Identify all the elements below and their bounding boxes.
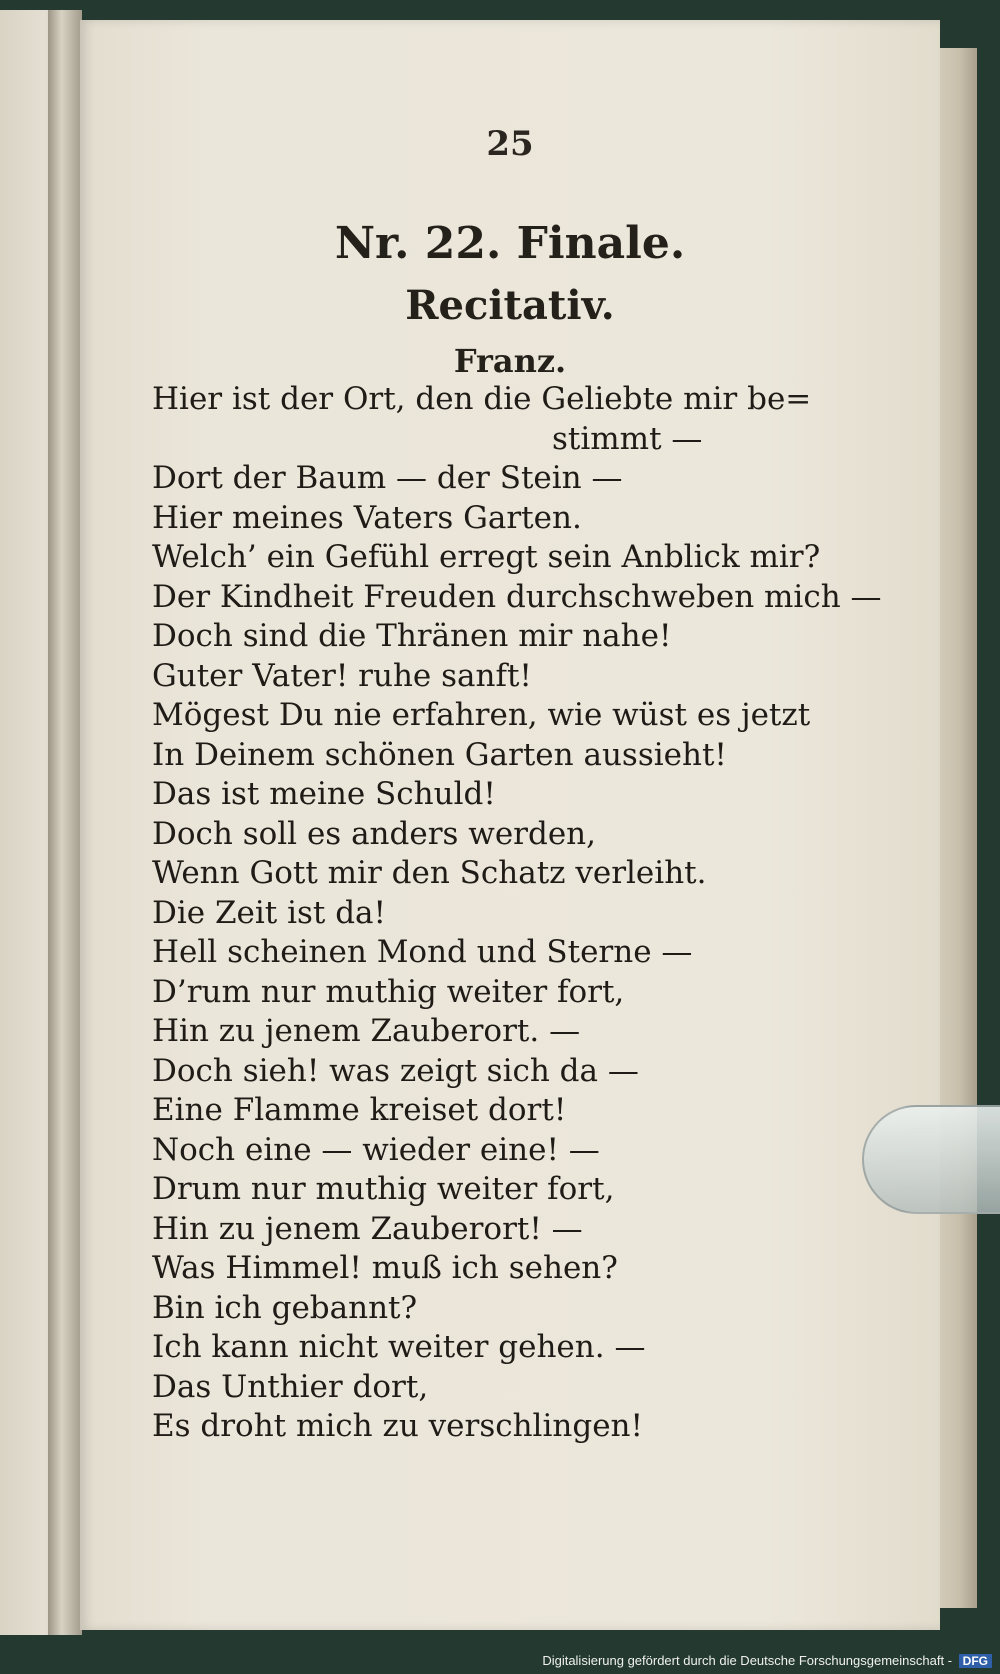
verse-line: Doch sieh! was zeigt sich da — <box>152 1052 639 1089</box>
verse-line: Hier ist der Ort, den die Geliebte mir be= <box>152 381 812 417</box>
verse-block <box>152 380 882 1447</box>
verse-line: D’rum nur muthig weiter fort, <box>152 973 625 1010</box>
section-title: Recitativ. <box>405 282 615 329</box>
verse-line: Hell scheinen Mond und Sterne — <box>152 934 693 970</box>
digitization-credit <box>542 1653 992 1668</box>
verse-line: Hin zu jenem Zauberort! — <box>152 1210 583 1247</box>
dfg-logo: DFG <box>959 1654 992 1668</box>
verse-line: Eine Flamme kreiset dort! <box>152 1092 567 1128</box>
verse-line: Wenn Gott mir den Schatz verleiht. <box>152 855 707 891</box>
book-gutter <box>48 10 82 1635</box>
verse-line: Drum nur muthig weiter fort, <box>152 1171 615 1207</box>
verse-line: Dort der Baum — der Stein — <box>152 460 623 496</box>
verse-line: Die Zeit ist da! <box>152 894 386 931</box>
verse-line: Hin zu jenem Zauberort. — <box>152 1013 581 1049</box>
verse-line: Was Himmel! muß ich sehen? <box>152 1250 618 1286</box>
verse-line: Noch eine — wieder eine! — <box>152 1131 600 1168</box>
credit-text: Digitalisierung gefördert durch die Deutsche Forschungsgemeinschaft - <box>542 1653 953 1668</box>
verse-line: Doch soll es anders werden, <box>152 815 596 852</box>
verse-line: Doch sind die Thränen mir nahe! <box>152 618 672 654</box>
verse-line: Welch’ ein Gefühl erregt sein Anblick mir? <box>152 539 821 575</box>
book-page <box>80 20 940 1630</box>
verse-line: Mögest Du nie erfahren, wie wüst es jetzt <box>152 697 811 733</box>
verse-line: Hier meines Vaters Garten. <box>152 499 582 536</box>
verse-line: stimmt — <box>552 420 703 457</box>
verse-line: Es droht mich zu verschlingen! <box>152 1408 643 1444</box>
page-clip <box>862 1105 1000 1214</box>
verse-line: Der Kindheit Freuden durchschweben mich — <box>152 578 882 615</box>
verse-line: Das ist meine Schuld! <box>152 776 496 812</box>
speaker-name: Franz. <box>453 342 567 380</box>
verse-line: Das Unthier dort, <box>152 1368 429 1405</box>
number-title: Nr. 22. Finale. <box>334 218 686 269</box>
verse-line: Guter Vater! ruhe sanft! <box>152 657 532 694</box>
page-number: 25 <box>486 124 534 164</box>
verse-line: In Deinem schönen Garten aussieht! <box>152 736 727 773</box>
verse-line: Ich kann nicht weiter gehen. — <box>152 1329 646 1365</box>
verse-line: Bin ich gebannt? <box>152 1289 418 1326</box>
